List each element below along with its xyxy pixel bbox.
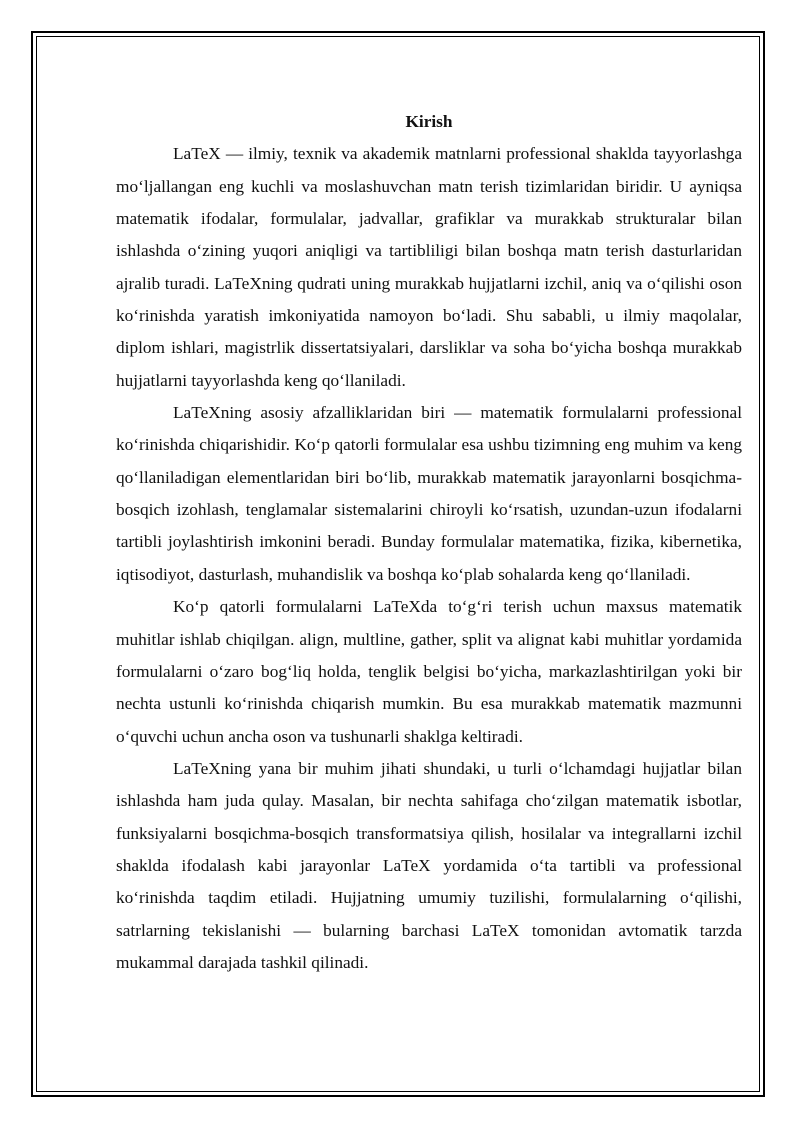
document-title: Kirish — [405, 112, 453, 131]
paragraph-advantages: LaTeXning asosiy afzalliklaridan biri — matematik formulalarni professional koʻrinishda chiqarishidir. Koʻp qatorli formulalar esa ushbu tizimning eng muhim va keng qoʻllaniladigan elementlaridan biri boʻlib, murakkab matematik jarayonlarni bosqichma-bosqich izohlash, tenglamalar sistemalarini chiroyli koʻrsatish, uzundan-uzun ifodalarni tartibli joylashtirish imkonini beradi. Bunday formulalar matematika, fizika, kibernetika, iqtisodiyot, dasturlash, muhandislik va boshqa koʻplab sohalarda keng qoʻllaniladi. — [116, 403, 742, 584]
paragraph-environments: Koʻp qatorli formulalarni LaTeXda toʻgʻri terish uchun maxsus matematik muhitlar ishlab chiqilgan. align, multline, gather, split va alignat kabi muhitlar yordamida formulalarni oʻzaro bogʻliq holda, tenglik belgisi boʻyicha, markazlashtirilgan yoki bir nechta ustunli koʻrinishda chiqarish mumkin. Bu esa murakkab matematik mazmunni oʻquvchi uchun ancha oson va tushunarli shaklga keltiradi. — [116, 597, 742, 746]
paragraph-documents: LaTeXning yana bir muhim jihati shundaki, u turli oʻlchamdagi hujjatlar bilan ishlashda ham juda qulay. Masalan, bir nechta sahifaga choʻzilgan matematik isbotlar, funksiyalarni bosqichma-bosqich transformatsiya qilish, hosilalar va integrallarni izchil shaklda ifodalash kabi jarayonlar LaTeX yordamida oʻta tartibli va professional koʻrinishda taqdim etiladi. Hujjatning umumiy tuzilishi, formulalarning oʻqilishi, satrlarning tekislanishi — bularning barchasi LaTeX tomonidan avtomatik tarzda mukammal darajada tashkil qilinadi. — [116, 758, 742, 972]
paragraph-intro: LaTeX — ilmiy, texnik va akademik matnlarni professional shaklda tayyorlashga moʻljallangan eng kuchli va moslashuvchan matn terish tizimlaridan biridir. U ayniqsa matematik ifodalar, formulalar, jadvallar, grafiklar va murakkab strukturalar bilan ishlashda oʻzining yuqori aniqligi va tartibliligi bilan boshqa matn terish dasturlaridan ajralib turadi. LaTeXning qudrati uning murakkab hujjatlarni izchil, aniq va oʻqilishi oson koʻrinishda yaratish imkoniyatida namoyon boʻladi. Shu sababli, u ilmiy maqolalar, diplom ishlari, magistrlik dissertatsiyalari, darsliklar va soha boʻyicha boshqa murakkab hujjatlarni tayyorlashda keng qoʻllaniladi. — [116, 144, 742, 390]
document-body — [116, 106, 742, 979]
